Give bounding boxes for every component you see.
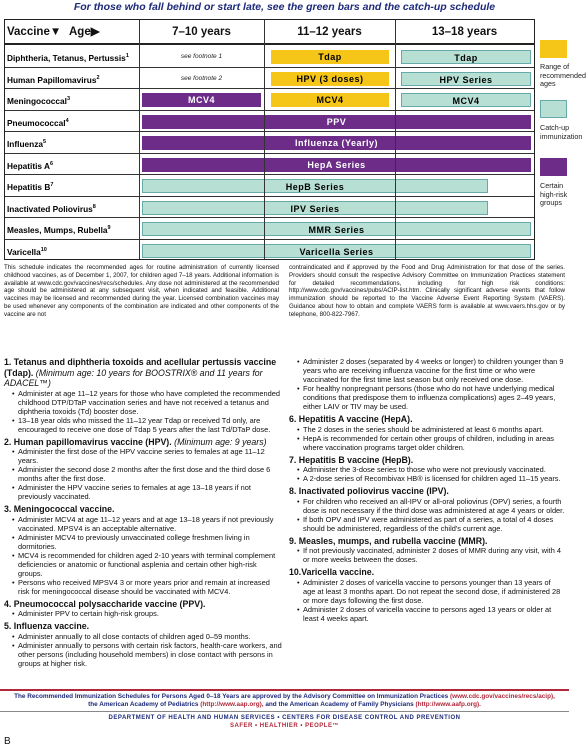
explanation-left: This schedule indicates the recommended ages for routine administration of currently licensed childhood vaccines, as of December 1, 2007, for children aged 7–18 years. Additional information is available at www.cdc.gov/vaccines/recs/schedules. Any dose not administered at the recommended age should be administered at any subsequent visit, when indicated and feasible. Additional vaccines may be licensed and recommended during the year. Licensed combination vaccines may be used whenever any components of the combination are indicated and other components of the vaccine are not [4, 264, 279, 318]
vaccine-name-text: Varicella [7, 246, 41, 257]
footnote-hint: see footnote 2 [180, 74, 223, 82]
footnote-section [4, 437, 282, 502]
vaccine-name-text: Human Papillomavirus [7, 74, 97, 85]
footnote-bullet: • Administer at age 11–12 years for those who have completed the recommended childhood DTP/DTaP vaccination series and have not received a tetanus and diphtheria toxoids (Td) booster dose. [12, 389, 282, 416]
footnote-bullet: • If not previously vaccinated, administer 2 doses of MMR during any visit, with 4 or more weeks between the doses. [297, 546, 565, 564]
schedule-bar: PPV [142, 115, 531, 129]
schedule-bar: Influenza (Yearly) [142, 136, 531, 150]
footnote-title [289, 486, 565, 497]
schedule-row [5, 89, 534, 111]
legend-swatch-catchup [540, 100, 567, 118]
footnote-ref: 9 [107, 225, 111, 231]
vaccine-name [7, 132, 137, 153]
footnote-bullet: • If both OPV and IPV were administered as part of a series, a total of 4 doses should be administered, regardless of the child's current age. [297, 515, 565, 533]
vaccine-name-text: Meningococcal [7, 95, 67, 106]
header-col-7-10: 7–10 years [172, 26, 231, 38]
footnote-title-text: 6. Hepatitis A vaccine (HepA). [289, 414, 413, 424]
footnote-bullet: • A 2-dose series of Recombivax HB® is licensed for children aged 11–15 years. [297, 474, 565, 483]
footnote-bullet: • Administer MCV4 at age 11–12 years and at age 13–18 years if not previously vaccinated. MPSV4 is an acceptable alternative. [12, 515, 282, 533]
footnote-ref: 4 [65, 117, 69, 124]
footnote-bullet: • Administer annually to persons with certain risk factors, health-care workers, and other persons (including household members) in close contact with persons in groups at higher risk. [12, 641, 282, 668]
legend-swatch-highrisk [540, 158, 567, 176]
schedule-bar: HepA Series [142, 158, 531, 172]
acip-link[interactable]: (www.cdc.gov/vaccines/recs/acip), [449, 693, 555, 700]
footnote-bullet: • Administer MCV4 to previously unvaccinated college freshmen living in dormitories. [12, 533, 282, 551]
vaccine-name [7, 154, 137, 175]
schedule-bar: IPV Series [142, 201, 488, 215]
schedule-header [5, 20, 534, 45]
schedule-bar: MCV4 [142, 93, 261, 107]
footnote-section [4, 599, 282, 619]
footnote-section [289, 455, 565, 484]
schedule-bar: HepB Series [142, 179, 488, 193]
legend-range-label: Range of recommended ages [540, 62, 586, 88]
footnote-bullet: • Administer PPV to certain high-risk groups. [12, 609, 282, 618]
legend-highrisk-label: Certain high-risk groups [540, 181, 568, 207]
footnote-title-text: 5. Influenza vaccine. [4, 621, 90, 631]
header-col-13-18: 13–18 years [431, 26, 498, 38]
footnotes-left-column [4, 357, 282, 671]
footnote-bullet: • Administer the second dose 2 months after the first dose and the third dose 6 months after the first dose. [12, 465, 282, 483]
schedule-bar: MCV4 [401, 93, 531, 107]
footnote-bullet: • Administer 2 doses (separated by 4 weeks or longer) to children younger than 9 years who are receiving influenza vaccine for the first time or who were vaccinated for the first time last season but only received one dose. [297, 357, 565, 384]
vaccine-name [7, 46, 137, 67]
header-vaccine: Vaccine▼ [7, 26, 62, 38]
footnote-ref: 10 [40, 246, 47, 253]
footnote-title [4, 437, 282, 448]
footnote-section [4, 504, 282, 596]
schedule-bar: Tdap [271, 50, 389, 64]
footnote-ref: 7 [50, 182, 54, 188]
catch-up-banner: For those who fall behind or start late, see the green bars and the catch-up schedule [73, 1, 496, 13]
footnote-title [289, 536, 565, 547]
schedule-bar: Tdap [401, 50, 531, 64]
footnote-section [289, 567, 565, 623]
explanation-right: contraindicated and if approved by the Food and Drug Administration for that dose of the series. Providers should consult the respective Advisory Committee on Immunization Practices statement for detailed recommendations, including for high risk conditions: http://www.cdc.gov/vaccines/pubs/ACIP-list.htm. Clinically significant adverse events that follow immunization should be reported to the Vaccine Adverse Event Reporting System (VAERS). Guidance about how to obtain and complete VAERS form is available at www.vaers.hhs.gov or by telephone, 800-822-7967. [289, 264, 565, 318]
vaccine-name [7, 175, 137, 196]
schedule-row [5, 197, 534, 219]
schedule-row [5, 154, 534, 176]
footnote-title [289, 455, 565, 466]
column-divider [264, 20, 265, 259]
vaccine-name-text: Measles, Mumps, Rubella [7, 224, 108, 235]
footnote-subtitle: (Minimum age: 10 years for BOOSTRIX® and 11 years for ADACEL™) [4, 367, 263, 388]
schedule-bar: HPV (3 doses) [271, 72, 389, 86]
aap-link[interactable]: (http://www.aap.org), [200, 701, 264, 708]
footnote-bullet: • Administer the first dose of the HPV vaccine series to females at age 11–12 years. [12, 447, 282, 465]
footnote-subtitle: (Minimum age: 9 years) [174, 436, 267, 447]
figure-label: B [4, 736, 11, 747]
vaccine-name [7, 111, 137, 132]
footer-text-c: the American Academy of Pediatrics [88, 701, 199, 708]
schedule-bar: MCV4 [271, 93, 389, 107]
approval-footer [0, 689, 569, 709]
footnote-title-text: 4. Pneumococcal polysaccharide vaccine (PPV). [4, 598, 206, 609]
column-divider [395, 20, 396, 259]
vaccine-name-text: Hepatitis A [7, 160, 51, 171]
footnote-bullet: • Administer 2 doses of varicella vaccine to persons younger than 13 years of age at least 3 months apart. Do not repeat the second dose, if administered 28 or more days following the first dose. [297, 578, 565, 605]
vaccine-name-text: Diphtheria, Tetanus, Pertussis [7, 52, 126, 63]
agency-slogan: SAFER • HEALTHIER • PEOPLE™ [230, 723, 339, 729]
footer-text-e: and the American Academy of Family Physicians [265, 701, 414, 708]
schedule-bar: MMR Series [142, 222, 531, 236]
footnote-bullet: • Persons who received MPSV4 3 or more years prior and remain at increased risk for meningococcal disease should be vaccinated with MCV4. [12, 578, 282, 596]
footnote-bullet: • Administer the 3-dose series to those who were not previously vaccinated. [297, 465, 565, 474]
footnote-title [4, 504, 282, 515]
footnote-bullet: • Administer 2 doses of varicella vaccine to persons aged 13 years or older at least 4 weeks apart. [297, 605, 565, 623]
agency-line: DEPARTMENT OF HEALTH AND HUMAN SERVICES • CENTERS FOR DISEASE CONTROL AND PREVENTION [108, 715, 461, 721]
vaccine-name [7, 89, 137, 110]
footer-text-a: The Recommended Immunization Schedules for Persons Aged 0–18 Years are approved by the Advisory Committee on Immunization Practices [14, 693, 449, 700]
schedule-bar: HPV Series [401, 72, 531, 86]
footnote-title-text: 10.Varicella vaccine. [289, 567, 375, 577]
schedule-row [5, 111, 534, 133]
legend-catchup-label: Catch-up immunization [540, 123, 583, 141]
footnote-bullet: • Administer annually to all close contacts of children aged 0–59 months. [12, 632, 282, 641]
schedule-row [5, 175, 534, 197]
schedule-row [5, 218, 534, 240]
footnote-ref: 5 [42, 139, 47, 145]
footnote-continuation [289, 357, 565, 411]
schedule-row [5, 132, 534, 154]
schedule-bar: Varicella Series [142, 244, 531, 258]
schedule-row [5, 240, 534, 262]
footnote-title [4, 357, 282, 389]
footnote-title [289, 414, 565, 425]
footnote-bullet: • HepA is recommended for certain other groups of children, including in areas where vaccination programs target older children. [297, 434, 565, 452]
vaccine-name-text: Hepatitis B [7, 181, 51, 192]
vaccine-name [7, 240, 137, 262]
vaccine-name-text: Influenza [7, 138, 43, 149]
footnote-ref: 1 [125, 53, 129, 59]
footnote-bullet: • The 2 doses in the series should be administered at least 6 months apart. [297, 425, 565, 434]
footnote-title-text: 3. Meningococcal vaccine. [4, 504, 115, 514]
vaccine-name [7, 197, 137, 218]
footnote-title-text: 7. Hepatitis B vaccine (HepB). [289, 454, 414, 465]
footnote-bullet: • For healthy nonpregnant persons (those who do not have underlying medical conditions that predispose them to influenza complications) ages 2–49 years, either LAIV or TIV may be used. [297, 384, 565, 411]
vaccine-name-text: Pneumococcal [7, 117, 66, 128]
header-age: Age▶ [69, 26, 100, 38]
footnote-bullet: • Administer the HPV vaccine series to females at age 13–18 years if not previously vaccinated. [12, 483, 282, 501]
footnote-title-text: 9. Measles, mumps, and rubella vaccine (MMR). [289, 535, 488, 546]
footnote-section [4, 357, 282, 434]
footnote-ref: 3 [66, 96, 70, 102]
vaccine-name-text: Inactivated Poliovirus [7, 203, 93, 214]
footnote-hint: see footnote 1 [180, 53, 223, 60]
footnote-title [4, 599, 282, 610]
vaccine-name [7, 68, 137, 89]
footnote-section [4, 621, 282, 668]
header-col-11-12: 11–12 years [297, 26, 362, 38]
schedule-row [5, 46, 534, 68]
footnote-title-text: 8. Inactivated poliovirus vaccine (IPV). [289, 486, 449, 496]
footnote-title-text: 2. Human papillomavirus vaccine (HPV). [4, 436, 172, 447]
footnote-ref: 6 [50, 160, 54, 167]
schedule-row [5, 68, 534, 90]
aafp-link[interactable]: (http://www.aafp.org). [415, 701, 481, 708]
footnote-bullet: • MCV4 is recommended for children aged 2-10 years with terminal complement deficiencies or anatomic or functional asplenia and certain other high-risk groups. [12, 551, 282, 578]
footnote-title-text: 1. Tetanus and diphtheria toxoids and acellular pertussis vaccine (Tdap). [4, 357, 277, 378]
footnote-ref: 2 [96, 74, 100, 81]
footnote-section [289, 414, 565, 452]
footnote-ref: 8 [92, 203, 96, 210]
legend-swatch-range [540, 40, 567, 58]
agency-footer [0, 711, 569, 730]
footnote-title [289, 567, 565, 578]
footnote-bullet: • 13–18 year olds who missed the 11–12 year Tdap or received Td only, are encouraged to receive one dose of Tdap 5 years after the last Td/DTaP dose. [12, 416, 282, 434]
footnote-title [4, 621, 282, 632]
footnote-section [289, 536, 565, 565]
footnote-bullet: • For children who received an all-IPV or all-oral poliovirus (OPV) series, a fourth dose is not necessary if the third dose was administered at age 4 years or older. [297, 497, 565, 515]
schedule-table [4, 19, 535, 260]
vaccine-name [7, 218, 137, 239]
footnotes-right-column [289, 357, 565, 626]
column-divider [139, 20, 140, 259]
footnote-section [289, 486, 565, 533]
